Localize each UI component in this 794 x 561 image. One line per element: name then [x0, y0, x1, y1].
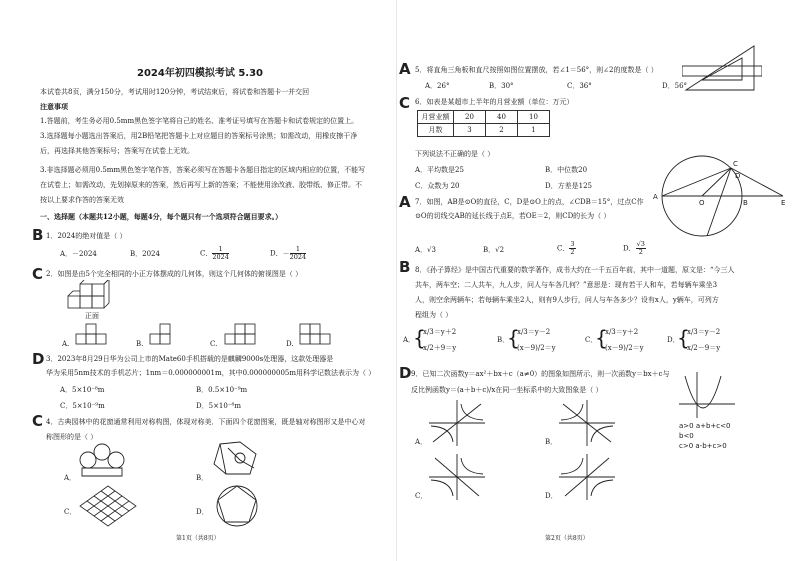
point-label: B: [743, 199, 748, 207]
table-cell: 1: [518, 124, 550, 137]
flower-window-d: [212, 482, 262, 530]
front-label: 正面: [85, 312, 99, 320]
notes-title: 注意事项: [40, 102, 68, 111]
q4-option-a: A．: [64, 474, 77, 482]
note-2a: 3.选择题每小题选出答案后，用2B铅笔把答题卡上对应题目的答案标号涂黑；如需改动，用橡皮擦干净: [40, 132, 358, 140]
q7-option-a: A．√3: [415, 246, 436, 254]
revenue-table: [417, 110, 550, 137]
table-cell: 2: [486, 124, 518, 137]
q6-prompt: 下列说法不正确的是（ ）: [415, 150, 495, 158]
note-1: 1.答题前，考生务必用0.5mm黑色签字笔将自己的姓名、准考证号填写在答题卡和试卷规定的位置上。: [40, 117, 359, 125]
q1-option-b: B．2024: [130, 250, 160, 258]
question-3-stem-2: 华为采用5nm技术的手机芯片；1nm＝0.000000001m，其中0.000000005m用科学记数法表示为（ ）: [46, 369, 376, 377]
handwritten-answer: B: [399, 258, 411, 276]
q3-option-b: B．0.5×10⁻⁹m: [196, 386, 248, 394]
flower-window-a: [74, 442, 134, 478]
q1-option-c: C． $\frac{1}{2024}$: [200, 245, 229, 261]
table-cell: 月营业额: [418, 111, 454, 124]
handwritten-note: a>0 a+b+c<0: [679, 422, 731, 430]
q9-graph-d: [557, 452, 617, 502]
table-cell: 月数: [418, 124, 454, 137]
q2-option-d: D.: [286, 340, 294, 348]
q9-graph-a: [427, 398, 487, 448]
note-3c: 按以上要求作答的答案无效: [40, 196, 124, 204]
q3-option-a: A．5×10⁻⁸m: [60, 386, 105, 394]
q2-option-b: B.: [136, 340, 144, 348]
question-8-stem-2: 共车，两车空；二人共车，九人步，问人与车各几何？”意思是：现有若干人和车，若每辆车乘坐3: [415, 281, 718, 289]
handwritten-answer: A: [399, 60, 411, 78]
point-label: E: [781, 199, 786, 207]
handwritten-note: b<0: [679, 432, 694, 440]
table-cell: 20: [454, 111, 486, 124]
handwritten-answer: B: [32, 226, 44, 244]
question-8-stem-3: 人，则空余两辆车；若每辆车乘坐2人，则有9人步行，问人与车各多少？设有x人，y辆车，可列方: [415, 296, 719, 304]
handwritten-answer: C: [32, 412, 44, 430]
q6-option-a: A．平均数是25: [415, 166, 464, 174]
table-row: [418, 124, 550, 137]
question-7-stem-1: 7．如图，AB是⊙O的直径，C，D是⊙O上的点，∠CDB＝15°，过点C作: [415, 198, 644, 206]
table-cell: 40: [486, 111, 518, 124]
question-4-stem-1: 4．古典园林中的花窗通常利用对称构图，体现对称美．下面四个花窗图案，既是轴对称图形又是中心对: [46, 418, 366, 426]
view-options-figure: [62, 322, 392, 352]
flower-window-c: [78, 484, 138, 528]
q6-option-c: C．众数为 20: [415, 182, 460, 190]
handwritten-answer: C: [32, 265, 44, 283]
question-7-stem-2: ⊙O的切线交AB的延长线于点E，若OE＝2，则CD的长为（ ）: [415, 212, 611, 220]
q4-option-c: C．: [64, 508, 77, 516]
q6-option-d: D．方差是125: [545, 182, 592, 190]
point-label: D: [735, 172, 741, 180]
q5-option-d: D．56°: [662, 82, 688, 90]
q9-option-c: C．: [415, 492, 428, 500]
handwritten-answer: C: [399, 94, 411, 112]
point-label: A: [653, 193, 658, 201]
circle-tangent-figure: [647, 150, 787, 240]
q4-option-b: B．: [196, 474, 209, 482]
page-footer: 第2页（共8页）: [545, 535, 589, 542]
question-2-stem: 2．如图是由5个完全相同的小正方体摆成的几何体，则这个几何体的俯视图是（ ）: [46, 270, 303, 278]
q6-option-b: B．中位数20: [545, 166, 588, 174]
section-heading: 一、选择题（本题共12小题，每题4分，每个题只有一个选项符合题目要求。）: [40, 212, 283, 221]
note-3b: 在试卷上；如需改动，先划掉原来的答案，然后再写上新的答案；不能使用涂改液、胶带纸、修正带。不: [40, 181, 362, 189]
q4-option-d: D．: [196, 508, 209, 516]
intro-text: 本试卷共8页，满分150分，考试用时120分钟，考试结束后，将试卷和答题卡一并交回: [40, 88, 310, 96]
flower-window-b: [210, 438, 270, 482]
q5-option-c: C．36°: [567, 82, 592, 90]
q9-option-d: D．: [545, 492, 558, 500]
exam-title: 2024年初四模拟考试 5.30: [137, 68, 263, 79]
handwritten-answer: A: [399, 193, 411, 211]
q5-option-a: A．26°: [425, 82, 450, 90]
q9-graph-c: [427, 452, 487, 502]
q3-option-d: D．5×10⁻⁸m: [196, 402, 241, 410]
parabola-figure: [677, 370, 737, 420]
q2-option-a: A.: [62, 340, 70, 348]
question-8-stem-4: 程组为（ ）: [415, 311, 453, 319]
q1-option-a: A．－2024: [60, 250, 97, 258]
q2-option-c: C.: [210, 340, 218, 348]
q7-option-c: C． $\frac{3}{2}$: [557, 240, 575, 256]
question-1-stem: 1．2024的绝对值是（ ）: [46, 232, 127, 240]
table-row: [418, 111, 550, 124]
question-8-stem-1: 8．《孙子算经》是中国古代重要的数学著作，成书大约在一千五百年前，其中一道题，原文是：“今三人: [415, 266, 735, 274]
handwritten-note: c>0 a-b+c>0: [679, 442, 727, 450]
note-2b: 后，再选择其他答案标号；答案写在试卷上无效。: [40, 147, 194, 155]
q9-option-b: B．: [545, 438, 558, 446]
note-3a: 3.非选择题必须用0.5mm黑色签字笔作答，答案必须写在答题卡各题目指定的区域内相应的位置，不能写: [40, 166, 366, 174]
question-9-stem-2: 反比例函数y＝(a＋b＋c)/x在同一坐标系中的大致图象是（ ）: [411, 386, 603, 394]
table-cell: 3: [454, 124, 486, 137]
handwritten-answer: D: [32, 350, 45, 368]
question-4-stem-2: 称图形的是（ ）: [46, 433, 98, 441]
q5-option-b: B．30°: [489, 82, 514, 90]
q3-option-c: C．5×10⁻⁹m: [60, 402, 105, 410]
page-footer: 第1页（共8页）: [176, 535, 220, 542]
question-9-stem-1: 9．已知二次函数y＝ax²＋bx＋c（a≠0）的图象如图所示，则一次函数y＝bx＋c与: [411, 370, 670, 378]
q1-option-d: D．－ $\frac{1}{2024}$: [270, 245, 307, 261]
q9-option-a: A．: [415, 438, 428, 446]
q9-graph-b: [557, 398, 617, 448]
point-label: O: [699, 199, 705, 207]
triangle-ruler-figure: [682, 40, 762, 95]
point-label: C: [733, 160, 738, 168]
question-6-stem: 6．如表是某超市上半年的月营业额（单位：万元）: [415, 98, 574, 106]
table-cell: 10: [518, 111, 550, 124]
page-2: A 5．将直角三角板和直尺按照如图位置摆放，若∠1＝56°，则∠2的度数是（ ） A．26° B．30° C．36° D．56° C 6．如表是某超市上半年的月营业额（单位：万元） 月营业额 20 40 10 月数 3 2 1 下列说法不正确的是（ ） A．平均数是25 B．中位数20 C．众数为 20 D．方差是125 C D A O B E A 7．如图，AB是⊙O的直径，C，D是⊙O上的点，∠CDB＝15°，过点C作 ⊙O的切线交AB的延长线于点E，若OE＝2，则CD的长为（ ） A．√3 B．√2 C． $\frac{3}{2}$ D． $\frac{√3}{2}$ B 8．《孙子算经》是中国古代重要的数学著作，成书大约在一千五百年前，其中一道题，原文是：“今三人 共车，两车空；二人共车，九人步，问人与车各几何？”意思是：现有若干人和车，若每辆车乘坐3 人，则空余两辆车；若每辆车乘坐2人，则有9人步行，问人与车各多少？设有x人，y辆车，可列方 程组为（ ） A． { x/3＝y＋2 x/2＋9＝y B． { x/3＝y－2 (x－9)/2＝y C． { x/3＝y＋2 (x－9)/2＝y D． { x/3＝y－2 x/2－9＝y D 9．已知二次函数y＝ax²＋bx＋c（a≠0）的图象如图所示，则一次函数y＝bx＋c与 反比例函数y＝(a＋b＋c)/x在同一坐标系中的大致图象是（ ） a>0 a+b+c<0 b<0 c>0 a-b+c>0 A． B． C． D． 第2页（共8页）: [397, 0, 794, 561]
q7-option-b: B．√2: [483, 246, 505, 254]
question-3-stem-1: 3．2023年8月29日华为公司上市的Mate60手机搭载的是麒麟9000s处理器，这款处理器是: [46, 355, 334, 363]
q7-option-d: D． $\frac{√3}{2}$: [623, 240, 645, 256]
handwritten-answer: D: [399, 364, 412, 382]
question-5-stem: 5．将直角三角板和直尺按照如图位置摆放，若∠1＝56°，则∠2的度数是（ ）: [415, 66, 658, 74]
